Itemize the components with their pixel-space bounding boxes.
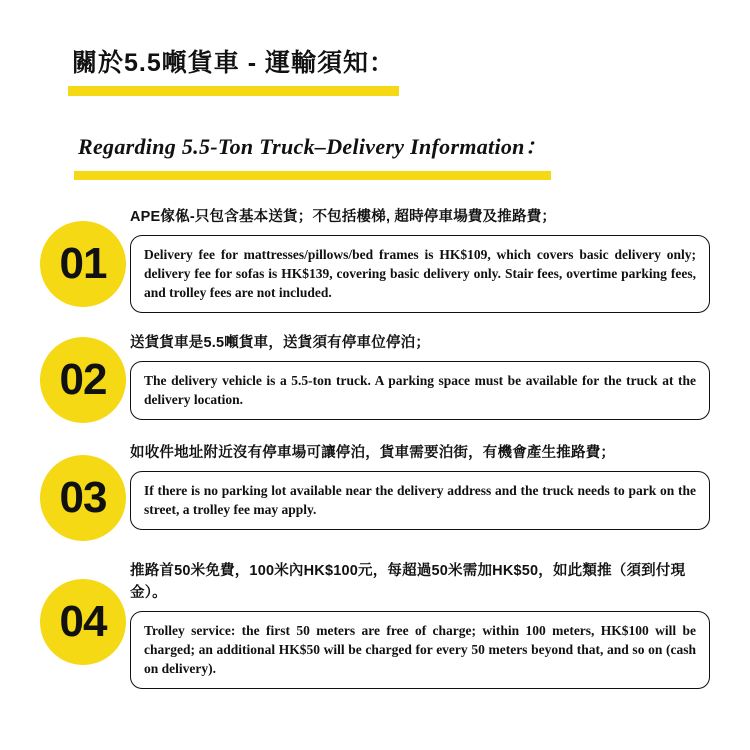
item-number-badge xyxy=(40,221,126,307)
title-cn-highlight-wrap xyxy=(68,26,399,98)
item-number-badge xyxy=(40,579,126,665)
item-body xyxy=(130,331,710,420)
item-text-en: If there is no parking lot available near the delivery address and the truck needs to park on the street, a trolley fee may apply. xyxy=(130,471,710,530)
notice-list xyxy=(40,205,710,689)
item-text-cn: 如收件地址附近沒有停車場可讓停泊，貨車需要泊街，有機會產生推路費； xyxy=(130,445,616,462)
item-body xyxy=(130,559,710,689)
highlight-bar-cn xyxy=(68,86,399,96)
item-text-en: Trolley service: the first 50 meters are free of charge; within 100 meters, HK$100 will be charged; an additional HK$50 will be charged for every 50 meters beyond that, and so on (cash on delivery). xyxy=(130,611,710,689)
page-header xyxy=(68,26,710,181)
item-text-cn: 推路首50米免費，100米內HK$100元，每超過50米需加HK$50，如此類推（須到付現金）。 xyxy=(130,563,686,601)
item-number-badge xyxy=(40,455,126,541)
list-item xyxy=(40,441,710,541)
item-body xyxy=(130,205,710,313)
list-item xyxy=(40,205,710,313)
item-number: 04 xyxy=(59,597,107,647)
item-number: 01 xyxy=(59,239,107,288)
list-item xyxy=(40,331,710,423)
item-text-cn: 送貨貨車是5.5噸貨車，送貨須有停車位停泊； xyxy=(130,335,431,352)
page-title-cn: 關於5.5噸貨車 - 運輸須知： xyxy=(72,48,395,77)
item-number: 03 xyxy=(59,473,107,523)
item-text-en: Delivery fee for mattresses/pillows/bed frames is HK$109, which covers basic delivery only; delivery fee for sofas is HK$139, covering basic delivery only. Stair fees, overtime parking fees, and trolley fees are not included. xyxy=(130,235,710,313)
title-en-highlight-wrap xyxy=(74,112,551,182)
highlight-bar-en xyxy=(74,171,551,180)
item-body xyxy=(130,441,710,530)
item-number: 02 xyxy=(59,355,107,405)
list-item xyxy=(40,559,710,689)
item-number-badge xyxy=(40,337,126,423)
item-text-en: The delivery vehicle is a 5.5-ton truck. A parking space must be available for the truck at the delivery location. xyxy=(130,361,710,420)
page-title-en: Regarding 5.5-Ton Truck–Delivery Information： xyxy=(78,133,548,159)
item-text-cn: APE傢俬-只包含基本送貨；不包括樓梯, 超時停車場費及推路費； xyxy=(130,209,557,225)
